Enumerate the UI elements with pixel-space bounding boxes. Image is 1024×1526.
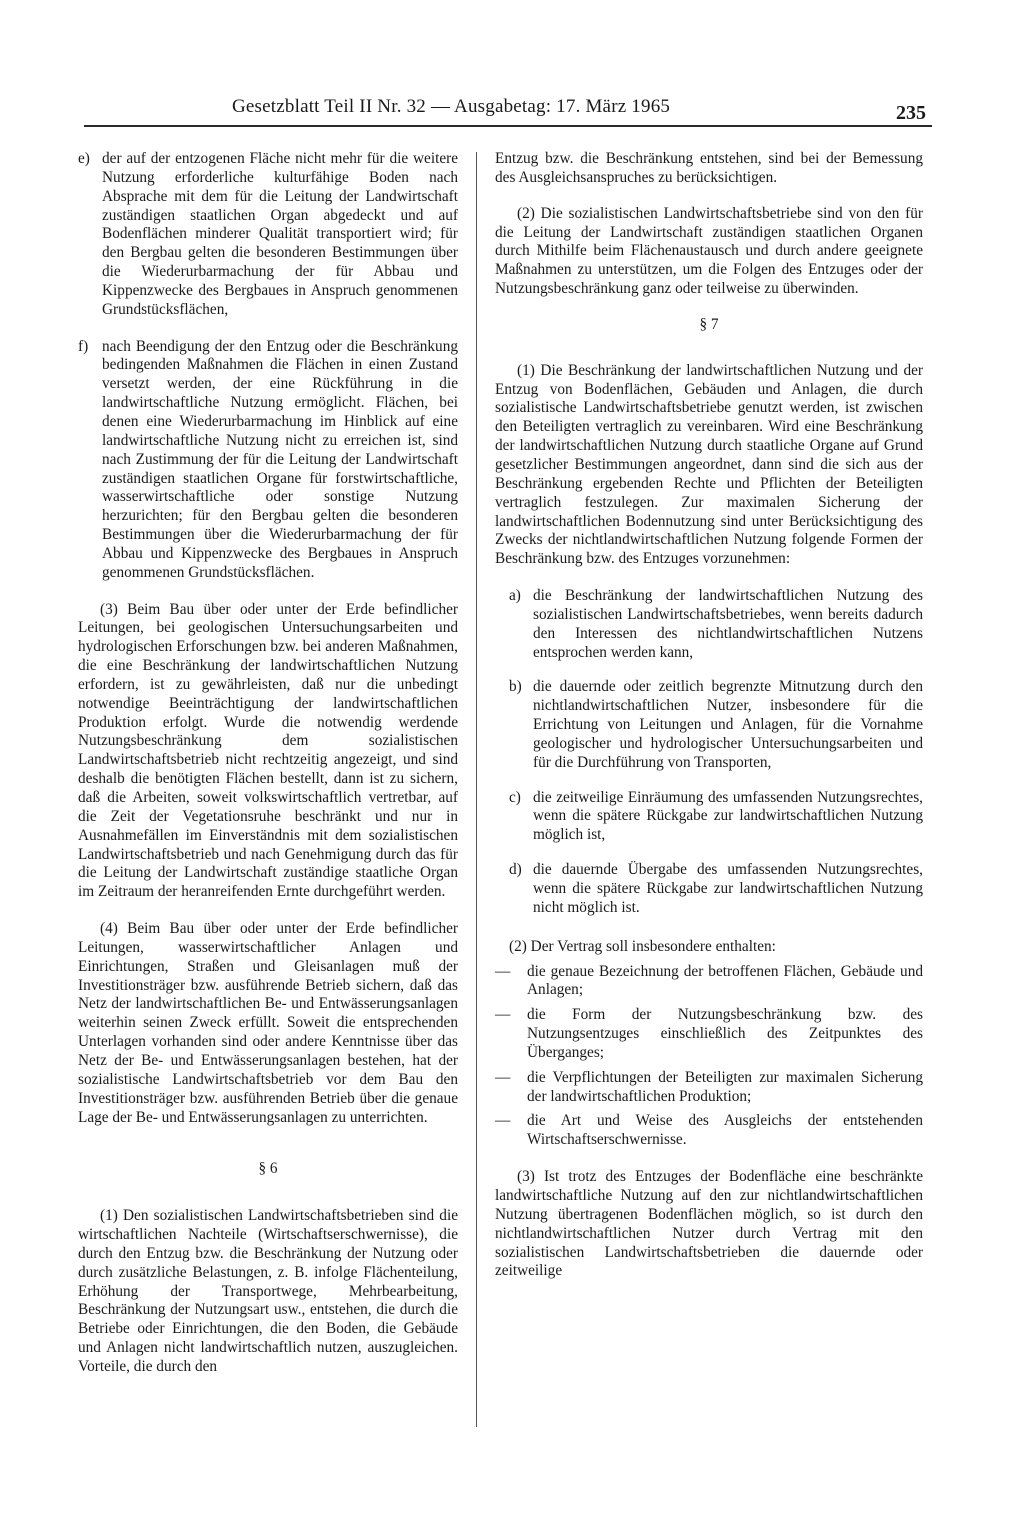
dash-item <box>495 1069 923 1107</box>
dash-marker: — <box>495 962 511 980</box>
dash-list <box>495 963 923 1151</box>
list-item-c <box>509 789 923 846</box>
list-item-text: der auf der entzogenen Fläche nicht mehr für die weitere Nutzung erforderliche kulturfähige Boden nach Absprache mit dem für die Leitung der Landwirtschaft zuständigen staatlichen Organ abgedeckt und auf Bodenflächen minderer Qualität transportiert wird; für den Bergbau gelten die besonderen Bestimmungen über die Wiederurbarmachung der für Abbau und Kippenzwecke des Bergbaues in Anspruch genommenen Grundstücksflächen, <box>102 150 458 318</box>
list-marker: f) <box>78 337 89 355</box>
dash-item-text: die Verpflichtungen der Beteiligten zur maximalen Sicherung der landwirtschaftlichen Produktion; <box>527 1068 923 1105</box>
dash-item-text: die Art und Weise des Ausgleichs der entstehenden Wirtschaftserschwernisse. <box>527 1112 923 1149</box>
list-marker: e) <box>78 150 90 167</box>
page-header-title: Gesetzblatt Teil II Nr. 32 — Ausgabetag: 17. März 1965 <box>232 96 671 117</box>
list-item-e <box>78 150 458 320</box>
section-heading-6: § 6 <box>258 1160 278 1178</box>
paragraph-7-2: (2) Der Vertrag soll insbesondere enthalten: <box>509 937 776 955</box>
dash-item <box>495 1006 923 1063</box>
list-marker: b) <box>509 678 522 696</box>
list-item-a <box>509 587 923 662</box>
column-divider <box>476 152 477 1427</box>
list-item-text: die zeitweilige Einräumung des umfassenden Nutzungsrechtes, wenn die spätere Rückgabe zur landwirtschaftlichen Nutzung möglich ist, <box>533 788 923 844</box>
paragraph-7-3: (3) Ist trotz des Entzuges der Bodenfläche eine beschränkte landwirtschaftliche Nutzung auf den zur nichtlandwirtschaftlichen Nutzung übertragenen Bodenflächen möglich, so ist durch den nichtlandwirtschaftlichen Nutzer durch Vertrag mit den sozialistischen Landwirtschaftsbetrieben die dauernde oder zeitweilige <box>495 1168 923 1280</box>
paragraph-6-2: (2) Die sozialistischen Landwirtschaftsbetriebe sind von den für die Leitung der Landwirtschaft zuständigen staatlichen Organen durch Mithilfe beim Flächenaustausch und durch andere geeignete Maßnahmen zu unterstützen, um die Folgen des Entzuges oder der Nutzungsbeschränkung ganz oder teilweise zu überwinden. <box>495 204 923 298</box>
paragraph-6-1: (1) Den sozialistischen Landwirtschaftsbetrieben sind die wirtschaftlichen Nachteile (Wirtschaftserschwernisse), die durch den Entzug bzw. die Beschränkung der Nutzung oder durch zusätzliche Belastungen, z. B. infolge Flächenteilung, Erhöhung der Transportwege, Mehrbearbeitung, Beschränkung der Nutzungsart usw., entstehen, die durch die Betriebe oder Einrichtungen, die den Boden, die Gebäude und Anlagen nicht landwirtschaftlich nutzen, auszugleichen. Vorteile, die durch den <box>78 1207 458 1375</box>
list-item-d <box>509 861 923 918</box>
left-column <box>78 150 458 1377</box>
list-item-b <box>509 678 923 772</box>
dash-item-text: die Form der Nutzungsbeschränkung bzw. des Nutzungsentzuges einschließlich des Zeitpunktes des Überganges; <box>527 1006 923 1061</box>
list-item-text: die dauernde Übergabe des umfassenden Nutzungsrechtes, wenn die spätere Rückgabe zur landwirtschaftlichen Nutzung nicht möglich ist. <box>533 861 923 916</box>
dash-marker: — <box>495 1006 511 1024</box>
form-list <box>495 587 923 918</box>
dash-marker: — <box>495 1112 511 1130</box>
dash-marker: — <box>495 1068 511 1086</box>
dash-item <box>495 963 923 1001</box>
page-number: 235 <box>896 102 926 124</box>
paragraph-continuation: Entzug bzw. die Beschränkung entstehen, sind bei der Bemessung des Ausgleichsanspruches zu berücksichtigen. <box>495 150 923 186</box>
dash-item-text: die genaue Bezeichnung der betroffenen Flächen, Gebäude und Anlagen; <box>527 962 923 999</box>
list-item-text: die dauernde oder zeitlich begrenzte Mitnutzung durch den nichtlandwirtschaftlichen Nutzer, insbesondere für die Errichtung von Leitungen und Anlagen, für die Vornahme geologischer und hydrologischer Untersuchungsarbeiten und für die Durchführung von Transporten, <box>533 678 923 771</box>
section-heading-7: § 7 <box>699 315 719 333</box>
list-item-text: die Beschränkung der landwirtschaftlichen Nutzung des sozialistischen Landwirtschaftsbetriebes, wenn bereits dadurch den Interessen des nichtlandwirtschaftlichen Nutzens entsprochen werden kann, <box>533 587 923 661</box>
list-marker: c) <box>509 788 521 806</box>
dash-item <box>495 1112 923 1150</box>
header-rule <box>84 125 932 127</box>
paragraph-4: (4) Beim Bau über oder unter der Erde befindlicher Leitungen, wasserwirtschaftlicher Anlagen und Einrichtungen, Straßen und Gleisanlagen muß der Investitionsträger bzw. ausführende Betrieb sichern, daß das Netz der landwirtschaftlichen Be- und Entwässerungsanlagen weiterhin seinen Zweck erfüllt. Soweit die entsprechenden Unterlagen vorhanden sind oder andere Kenntnisse über das Netz der Be- und Entwässerungsanlagen bestehen, hat der sozialistische Landwirtschaftsbetrieb vor dem Bau den Investitionsträger bzw. ausführenden Betrieb über die genaue Lage der Be- und Entwässerungsanlagen zu unterrichten. <box>78 920 458 1126</box>
list-marker: a) <box>509 587 521 605</box>
paragraph-7-1: (1) Die Beschränkung der landwirtschaftlichen Nutzung und der Entzug von Bodenflächen, Gebäuden und Anlagen, die durch sozialistische Landwirtschaftsbetriebe genutzt werden, ist zwischen den Beteiligten vertraglich zu vereinbaren. Wird eine Beschränkung der landwirtschaftlichen Nutzung durch staatliche Organe auf Grund gesetzlicher Bestimmungen angeordnet, dann sind die sich aus der Beschränkung ergebenden Rechte und Pflichten der Beteiligten vertraglich festzulegen. Zur maximalen Sicherung der landwirtschaftlichen Bodennutzung sind unter Berücksichtigung des Zwecks der nichtlandwirtschaftlichen Nutzung folgende Formen der Beschränkung bzw. des Entzuges vorzunehmen: <box>495 361 923 568</box>
list-marker: d) <box>509 861 522 879</box>
list-item-f <box>78 338 458 583</box>
list-item-text: nach Beendigung der den Entzug oder die Beschränkung bedingenden Maßnahmen die Flächen in einen Zustand versetzt werden, der eine Rückführung in die landwirtschaftliche Nutzung ermöglicht. Flächen, bei denen eine Wiederurbarmachung im Hinblick auf eine landwirtschaftliche Nutzung nicht zu erreichen ist, sind nach Zustimmung der für die Leitung der Landwirtschaft zuständigen staatlichen Organe für forstwirtschaftliche, wasserwirtschaftliche oder sonstige Nutzung herzurichten; für den Bergbau gelten die besonderen Bestimmungen über die Wiederurbarmachung der für Abbau und Kippenzwecke des Bergbaues in Anspruch genommenen Grundstücksflächen. <box>102 337 458 581</box>
paragraph-3: (3) Beim Bau über oder unter der Erde befindlicher Leitungen, bei geologischen Untersuchungsarbeiten und hydrologischen Erforschungen bzw. bei anderen Maßnahmen, die eine Beschränkung der landwirtschaftlichen Nutzung erfordern, ist zu gewährleisten, daß nur die unbedingt notwendige Beeinträchtigung der landwirtschaftlichen Produktion erfolgt. Wurde die notwendig werdende Nutzungsbeschränkung dem sozialistischen Landwirtschaftsbetrieb nicht rechtzeitig angezeigt, und sind deshalb die benötigten Flächen bestellt, dann ist zu sichern, daß die Arbeiten, soweit volkswirtschaftlich vertretbar, auf die Zeit der Vegetationsruhe beschränkt und nur in Ausnahmefällen im Einverständnis mit dem sozialistischen Landwirtschaftsbetrieb und nach Genehmigung durch das für die Leitung der Landwirtschaft zuständige staatliche Organ im Zeitraum der heranreifenden Ernte durchgeführt werden. <box>78 600 458 901</box>
right-column <box>495 150 923 1281</box>
